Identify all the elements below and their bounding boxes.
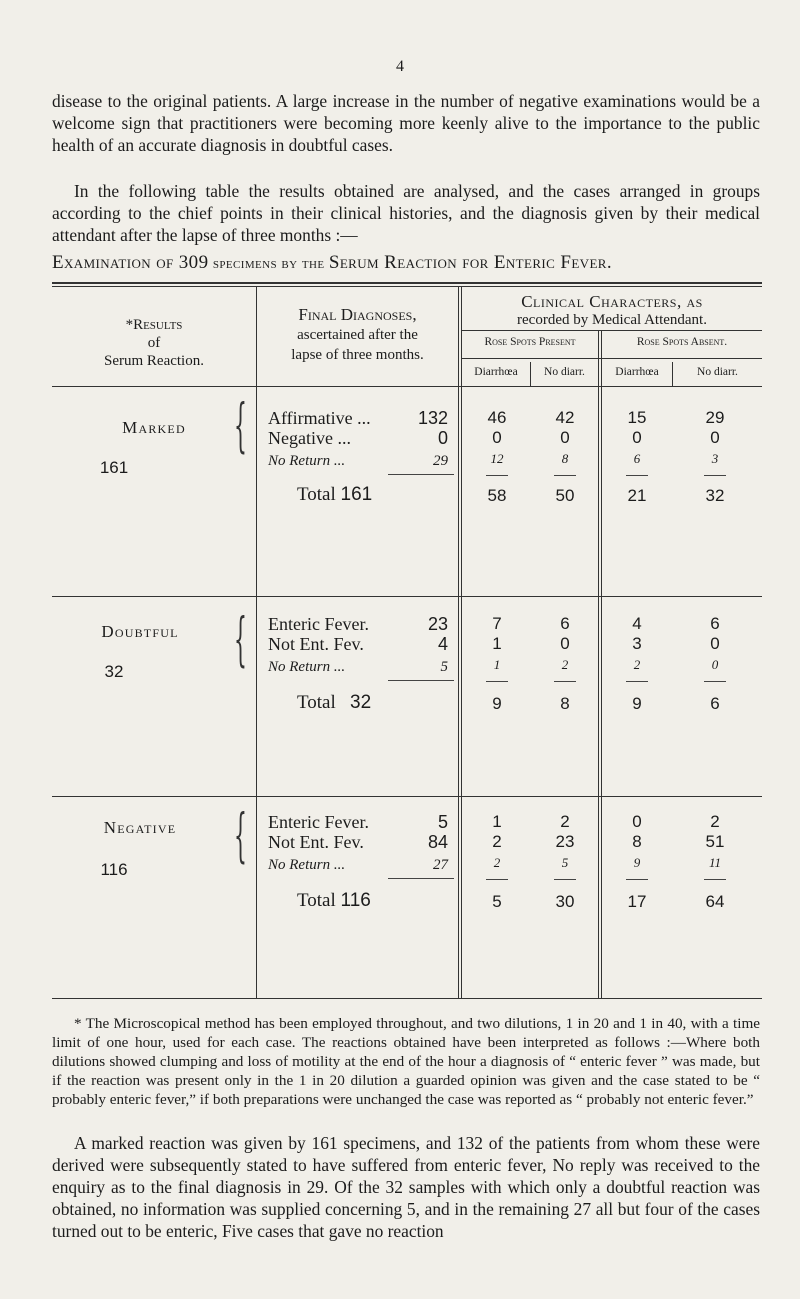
total-value: 161 bbox=[340, 484, 373, 505]
diagnosis-label: No Return ... bbox=[268, 659, 346, 675]
cell-value: 46 bbox=[487, 408, 507, 427]
cell-value: 8 bbox=[561, 451, 569, 466]
cell-value: 2 bbox=[493, 855, 501, 870]
header-subrule bbox=[462, 330, 762, 331]
table-title bbox=[52, 252, 762, 274]
cell-value: 2 bbox=[492, 832, 502, 851]
diagnosis-row bbox=[268, 812, 468, 833]
diagnosis-label: Affirmative ... bbox=[268, 408, 371, 428]
cell-total: 9 bbox=[632, 694, 642, 713]
diagnosis-value: 132 bbox=[418, 408, 449, 428]
diagnosis-label: Not Ent. Fev. bbox=[268, 634, 364, 654]
header-final-line: ascertained after the bbox=[297, 327, 418, 343]
header-diarrhoea: Diarrhœa bbox=[474, 366, 518, 378]
sum-dash bbox=[704, 681, 726, 682]
cell-value: 8 bbox=[632, 832, 642, 851]
total-row bbox=[297, 692, 371, 714]
header-final-diagnoses bbox=[257, 305, 458, 365]
cell-total: 8 bbox=[560, 694, 570, 713]
header-results bbox=[52, 316, 256, 370]
cell-value: 0 bbox=[710, 634, 720, 653]
cell-value: 0 bbox=[632, 428, 642, 447]
diagnosis-label: No Return ... bbox=[268, 857, 346, 873]
cell-value: 7 bbox=[492, 614, 502, 633]
sum-dash bbox=[626, 475, 648, 476]
total-value: 32 bbox=[350, 692, 372, 713]
group-count: 32 bbox=[104, 662, 124, 681]
total-row bbox=[297, 484, 372, 506]
sum-dash bbox=[486, 681, 508, 682]
total-value: 116 bbox=[340, 890, 371, 911]
diagnosis-label: Enteric Fever. bbox=[268, 812, 369, 832]
page-number: 4 bbox=[396, 58, 404, 75]
sum-dash bbox=[554, 681, 576, 682]
header-clinical-line: recorded by Medical Attendant. bbox=[517, 312, 707, 328]
diagnosis-row bbox=[268, 634, 468, 655]
cell-total: 50 bbox=[555, 486, 575, 505]
cell-value: 9 bbox=[633, 855, 641, 870]
header-rule bbox=[52, 386, 762, 387]
diagnosis-value: 29 bbox=[433, 453, 448, 469]
title-number: 309 bbox=[178, 252, 209, 273]
brace-icon: { bbox=[234, 801, 247, 869]
total-row bbox=[297, 890, 371, 912]
total-label: Total bbox=[297, 890, 336, 911]
title-part: Serum bbox=[328, 252, 385, 273]
sum-dash bbox=[486, 475, 508, 476]
title-part: specimens by the bbox=[208, 255, 329, 272]
total-label: Total bbox=[297, 484, 336, 505]
cell-value: 51 bbox=[705, 832, 725, 851]
column-rule bbox=[598, 330, 599, 998]
table-bottom-rule bbox=[52, 998, 762, 999]
sum-dash bbox=[554, 879, 576, 880]
group-count: 116 bbox=[100, 860, 128, 879]
diagnosis-value: 27 bbox=[433, 857, 448, 873]
header-results-line: of bbox=[147, 335, 161, 351]
cell-value: 0 bbox=[560, 634, 570, 653]
cell-value: 15 bbox=[627, 408, 647, 427]
cell-value: 6 bbox=[710, 614, 720, 633]
header-clinical bbox=[462, 293, 762, 329]
group-rule bbox=[52, 796, 762, 797]
cell-value: 3 bbox=[632, 634, 642, 653]
sum-dash bbox=[704, 879, 726, 880]
cell-value: 0 bbox=[492, 428, 502, 447]
cell-value: 1 bbox=[493, 657, 501, 672]
paragraph-conclusion: A marked reaction was given by 161 specimens, and 132 of the patients from whom these were derived were subsequently stated to have suffered from enteric fever, No reply was received to the enquiry as to the final diagnosis in 29. Of the 32 samples with which only a doubtful reaction was obtained, no information was supplied concerning 5, and in the remaining 27 all but four of the cases turned out to be enteric, Five cases that gave no reaction bbox=[52, 1133, 760, 1241]
group-name-marked: Marked bbox=[122, 418, 186, 437]
sum-dash bbox=[554, 475, 576, 476]
diagnosis-value: 4 bbox=[437, 634, 448, 654]
diagnosis-value: 5 bbox=[440, 659, 448, 675]
group-name-doubtful: Doubtful bbox=[101, 622, 179, 641]
cell-value: 42 bbox=[555, 408, 575, 427]
title-part: Fever. bbox=[560, 252, 613, 273]
title-part: Enteric bbox=[493, 252, 561, 273]
cell-total: 30 bbox=[555, 892, 575, 911]
column-rule bbox=[256, 287, 257, 998]
header-clinical-line: Clinical Characters, as bbox=[521, 292, 703, 311]
cell-total: 9 bbox=[492, 694, 502, 713]
column-rule bbox=[601, 330, 602, 998]
header-rose-present: Rose Spots Present bbox=[484, 336, 576, 348]
cell-value: 6 bbox=[560, 614, 570, 633]
brace-icon: { bbox=[234, 391, 247, 459]
cell-value: 6 bbox=[633, 451, 641, 466]
diagnosis-label: Not Ent. Fev. bbox=[268, 832, 364, 852]
diagnosis-label: Negative ... bbox=[268, 428, 351, 448]
cell-value: 0 bbox=[560, 428, 570, 447]
header-results-line: Serum Reaction. bbox=[104, 353, 204, 369]
header-no-diarr: No diarr. bbox=[697, 366, 738, 378]
diagnosis-row bbox=[268, 832, 468, 853]
paragraph-table-intro: In the following table the results obtained are analysed, and the cases arranged in groups according to the chief points in their clinical histories, and the diagnosis given by their medical attendant after the lapse of three months :— bbox=[52, 181, 760, 245]
total-rule bbox=[388, 878, 454, 879]
total-label: Total bbox=[297, 692, 336, 713]
cell-total: 21 bbox=[627, 486, 647, 505]
diagnosis-value: 0 bbox=[437, 428, 448, 448]
table-top-rule bbox=[52, 286, 762, 287]
sum-dash bbox=[626, 681, 648, 682]
footnote: * The Microscopical method has been employed throughout, and two dilutions, 1 in 20 and 1 in 40, with a time limit of one hour, used for each case. The reactions obtained have been interpreted as follows :—Where both dilutions showed clumping and loss of motility at the end of the hour a diagnosis of “ enteric fever ” was made, but if the reaction was present only in the 1 in 20 dilution a guarded opinion was given and the case stated to be “ probably enteric fever,” if both preparations were unchanged the case was reported as “ probably not enteric fever.” bbox=[52, 1015, 760, 1108]
cell-value: 0 bbox=[632, 812, 642, 831]
diagnosis-value: 23 bbox=[427, 614, 448, 634]
cell-total: 58 bbox=[487, 486, 507, 505]
cell-total: 17 bbox=[627, 892, 647, 911]
diagnosis-row bbox=[268, 655, 468, 676]
cell-value: 2 bbox=[560, 812, 570, 831]
sum-dash bbox=[704, 475, 726, 476]
cell-total: 32 bbox=[705, 486, 725, 505]
cell-value: 1 bbox=[492, 634, 502, 653]
group-rule bbox=[52, 596, 762, 597]
cell-value: 11 bbox=[708, 855, 722, 870]
diagnosis-row bbox=[268, 428, 468, 449]
diagnosis-value: 84 bbox=[427, 832, 448, 852]
group-count: 161 bbox=[99, 458, 129, 477]
cell-total: 6 bbox=[710, 694, 720, 713]
diagnosis-value: 5 bbox=[437, 812, 448, 832]
title-part: Reaction for bbox=[384, 252, 494, 273]
diagnosis-row bbox=[268, 449, 468, 470]
diagnosis-label: No Return ... bbox=[268, 453, 346, 469]
header-subrule bbox=[462, 358, 762, 359]
cell-value: 0 bbox=[711, 657, 719, 672]
sum-dash bbox=[626, 879, 648, 880]
header-results-line: *Results bbox=[125, 317, 183, 333]
table-top-rule bbox=[52, 282, 762, 284]
header-diarrhoea: Diarrhœa bbox=[615, 366, 659, 378]
group-name-negative: Negative bbox=[103, 818, 177, 837]
cell-value: 23 bbox=[555, 832, 575, 851]
cell-value: 4 bbox=[632, 614, 642, 633]
cell-total: 64 bbox=[705, 892, 725, 911]
total-rule bbox=[388, 680, 454, 681]
cell-value: 2 bbox=[710, 812, 720, 831]
header-final-line: lapse of three months. bbox=[291, 347, 424, 363]
diagnosis-label: Enteric Fever. bbox=[268, 614, 369, 634]
brace-icon: { bbox=[234, 605, 247, 673]
sum-dash bbox=[486, 879, 508, 880]
header-rose-absent: Rose Spots Absent. bbox=[636, 336, 728, 348]
cell-total: 5 bbox=[492, 892, 502, 911]
header-final-line: Final Diagnoses, bbox=[298, 305, 417, 324]
cell-value: 1 bbox=[492, 812, 502, 831]
cell-value: 2 bbox=[561, 657, 569, 672]
cell-value: 3 bbox=[711, 451, 719, 466]
diagnosis-row bbox=[268, 853, 468, 874]
cell-value: 0 bbox=[710, 428, 720, 447]
paragraph-intro: disease to the original patients. A large increase in the number of negative examinations would be a welcome sign that practitioners were becoming more keenly alive to the importance to the public health of an accurate diagnosis in doubtful cases. bbox=[52, 91, 760, 155]
total-rule bbox=[388, 474, 454, 475]
cell-value: 2 bbox=[633, 657, 641, 672]
title-part: Examination of bbox=[52, 252, 179, 273]
diagnosis-row bbox=[268, 614, 468, 635]
header-no-diarr: No diarr. bbox=[544, 366, 585, 378]
cell-value: 5 bbox=[561, 855, 569, 870]
diagnosis-row bbox=[268, 408, 468, 429]
cell-value: 12 bbox=[490, 451, 504, 466]
cell-value: 29 bbox=[705, 408, 725, 427]
